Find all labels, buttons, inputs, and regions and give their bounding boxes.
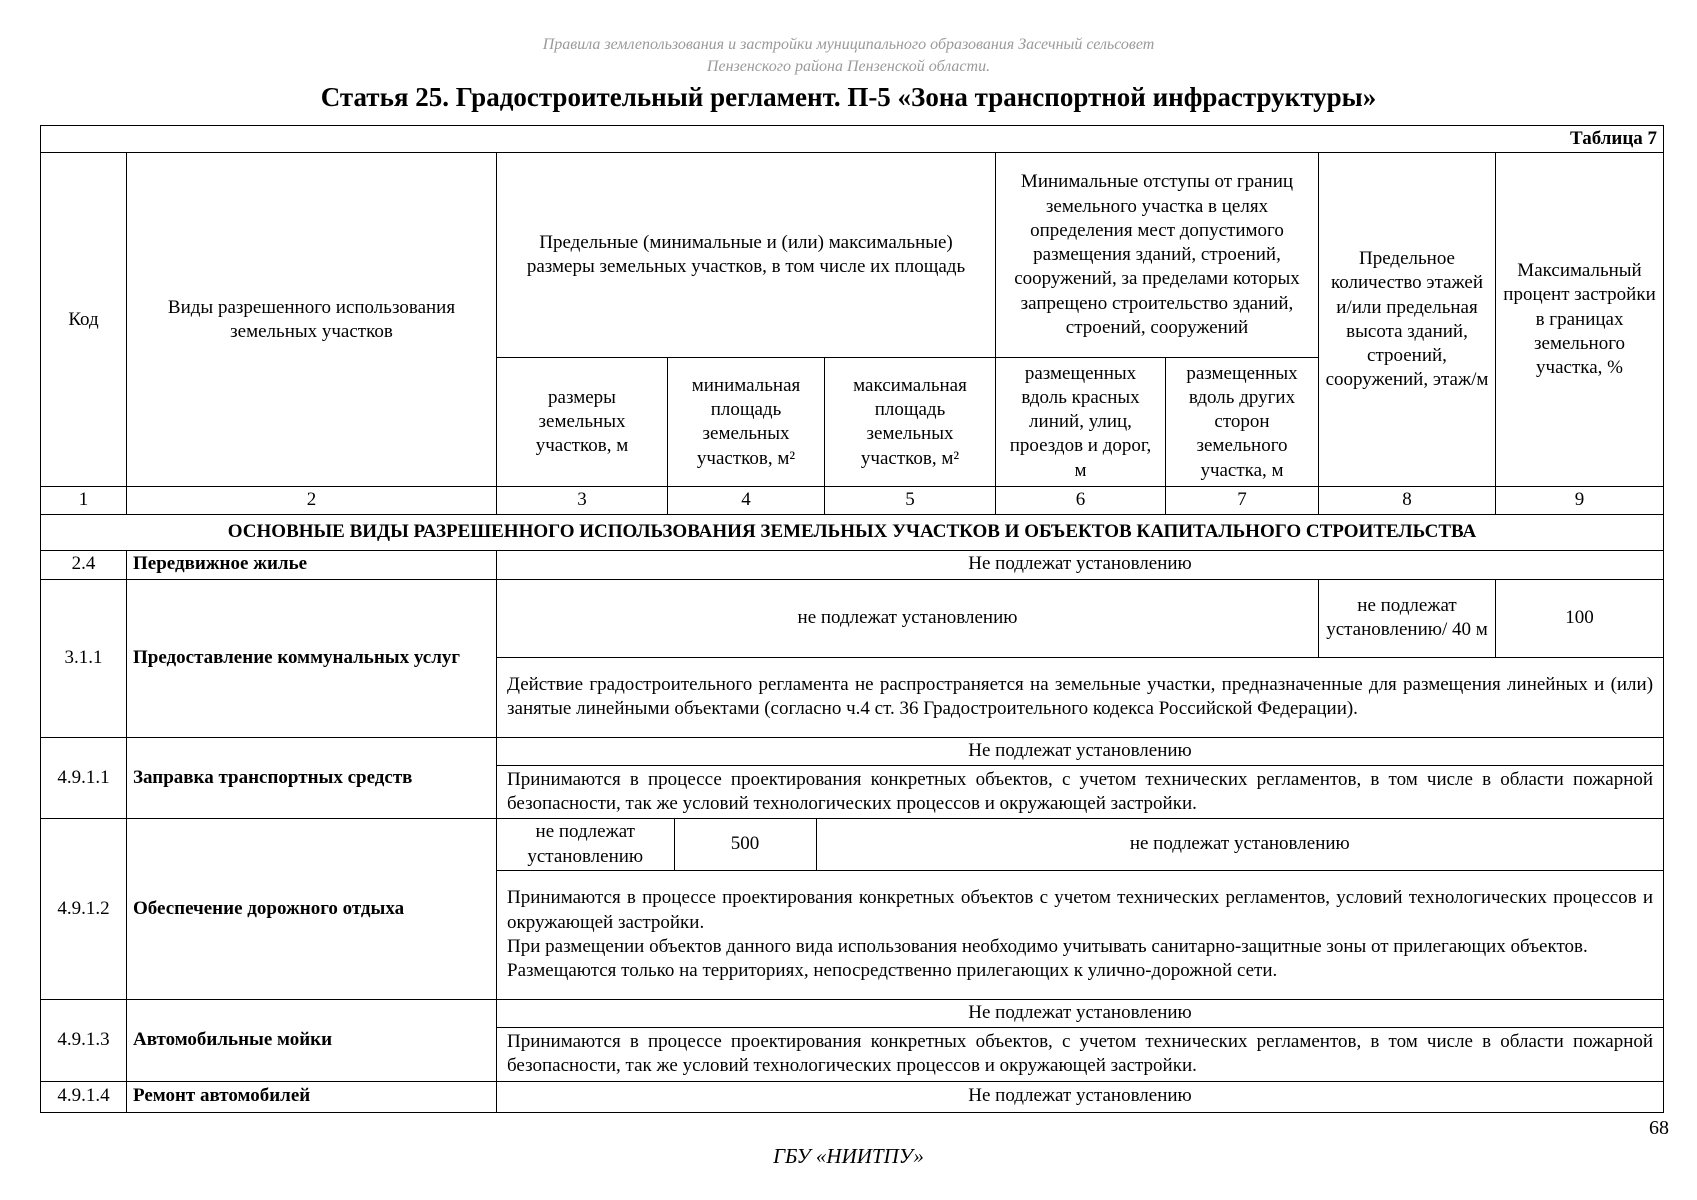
header-permitted-uses: Виды разрешенного использования земельных участков xyxy=(127,153,497,487)
regulation-table xyxy=(40,125,1664,1113)
row-value: не подлежат установлению xyxy=(497,579,1319,657)
row-min-area: 500 xyxy=(674,819,816,870)
row-code: 4.9.1.4 xyxy=(41,1081,127,1112)
row-note-paragraph: Размещаются только на территориях, непосредственно прилегающих к улично-дорожной сети. xyxy=(507,960,1278,982)
running-header-line1: Правила землепользования и застройки муниципального образования Засечный сельсовет xyxy=(542,36,1155,53)
row-note: Принимаются в процессе проектирования конкретных объектов, с учетом технических регламентов, в том числе в области пожарной безопасности, так же условий технологических процессов и окружающей застройки. xyxy=(497,1027,1664,1081)
row-note xyxy=(497,870,1664,999)
row-code: 4.9.1.3 xyxy=(41,999,127,1081)
header-setbacks: Минимальные отступы от границ земельного участка в целях определения мест допустимого размещения зданий, строений, сооружений, за пределами которых запрещено строительство зданий, строений, сооружений xyxy=(996,153,1319,358)
row-value: Не подлежат установлению xyxy=(497,737,1664,765)
section-title: ОСНОВНЫЕ ВИДЫ РАЗРЕШЕННОГО ИСПОЛЬЗОВАНИЯ ЗЕМЕЛЬНЫХ УЧАСТКОВ И ОБЪЕКТОВ КАПИТАЛЬНОГО СТРОИТЕЛЬСТВА xyxy=(41,514,1664,550)
header-min-area: минимальная площадь земельных участков, м² xyxy=(668,358,825,487)
column-number: 3 xyxy=(497,487,668,514)
row-code: 3.1.1 xyxy=(41,579,127,737)
row-percent: 100 xyxy=(1496,579,1664,657)
row-use-name: Ремонт автомобилей xyxy=(127,1081,497,1112)
row-use-name: Заправка транспортных средств xyxy=(127,737,497,819)
table-row xyxy=(41,550,1664,579)
column-number: 7 xyxy=(1166,487,1319,514)
running-header-line2: Пензенского района Пензенской области. xyxy=(706,58,991,75)
table-caption: Таблица 7 xyxy=(41,126,1664,153)
row-note-paragraph: При размещении объектов данного вида использования необходимо учитывать санитарно-защитные зоны от прилегающих объектов. xyxy=(507,935,1588,957)
row-value: Не подлежат установлению xyxy=(497,999,1664,1027)
header-setback-red-lines: размещенных вдоль красных линий, улиц, проездов и дорог, м xyxy=(996,358,1166,487)
header-code: Код xyxy=(41,153,127,487)
row-floors: не подлежат установлению/ 40 м xyxy=(1319,579,1496,657)
row-note-paragraph: Принимаются в процессе проектирования конкретных объектов с учетом технических регламентов, условий технологических процессов и окружающей застройки. xyxy=(507,887,1654,933)
column-number-row xyxy=(41,487,1664,514)
page-number: 68 xyxy=(1649,1117,1669,1139)
row-value: Не подлежат установлению xyxy=(497,1081,1664,1112)
column-number: 2 xyxy=(127,487,497,514)
row-use-name: Предоставление коммунальных услуг xyxy=(127,579,497,737)
column-number: 8 xyxy=(1319,487,1496,514)
row-use-name: Обеспечение дорожного отдыха xyxy=(127,819,497,1000)
row-code: 2.4 xyxy=(41,550,127,579)
row-code: 4.9.1.2 xyxy=(41,819,127,1000)
header-plot-sizes: размеры земельных участков, м xyxy=(497,358,668,487)
header-plot-size-limits: Предельные (минимальные и (или) максимальные) размеры земельных участков, в том числе их площадь xyxy=(497,153,996,358)
article-title: Статья 25. Градостроительный регламент. П-5 «Зона транспортной инфраструктуры» xyxy=(320,82,1377,112)
column-number: 9 xyxy=(1496,487,1664,514)
table-row xyxy=(41,819,1664,871)
footer-organization: ГБУ «НИИТПУ» xyxy=(773,1144,924,1168)
row-code: 4.9.1.1 xyxy=(41,737,127,819)
row-note: Принимаются в процессе проектирования конкретных объектов, с учетом технических регламентов, в том числе в области пожарной безопасности, так же условий технологических процессов и окружающей застройки. xyxy=(497,765,1664,819)
header-max-area: максимальная площадь земельных участков, м² xyxy=(825,358,996,487)
header-setback-other-sides: размещенных вдоль других сторон земельного участка, м xyxy=(1166,358,1319,487)
row-value: Не подлежат установлению xyxy=(497,550,1664,579)
column-number: 4 xyxy=(668,487,825,514)
row-note: Действие градостроительного регламента не распространяется на земельные участки, предназначенные для размещения линейных и (или) занятые линейными объектами (согласно ч.4 ст. 36 Градостроительного кодекса Российской Федерации). xyxy=(497,657,1664,737)
column-number: 6 xyxy=(996,487,1166,514)
table-row xyxy=(41,999,1664,1027)
row-plot-sizes: не подлежат установлению xyxy=(497,819,674,870)
table-row xyxy=(41,579,1664,657)
row-use-name: Передвижное жилье xyxy=(127,550,497,579)
table-row xyxy=(41,1081,1664,1112)
header-max-percent: Максимальный процент застройки в границах земельного участка, % xyxy=(1496,153,1664,487)
row-value: не подлежат установлению xyxy=(1129,833,1350,855)
header-max-floors: Предельное количество этажей и/или предельная высота зданий, строений, сооружений, этаж/м xyxy=(1319,153,1496,487)
column-number: 5 xyxy=(825,487,996,514)
column-number: 1 xyxy=(41,487,127,514)
table-row xyxy=(41,737,1664,765)
row-use-name: Автомобильные мойки xyxy=(127,999,497,1081)
